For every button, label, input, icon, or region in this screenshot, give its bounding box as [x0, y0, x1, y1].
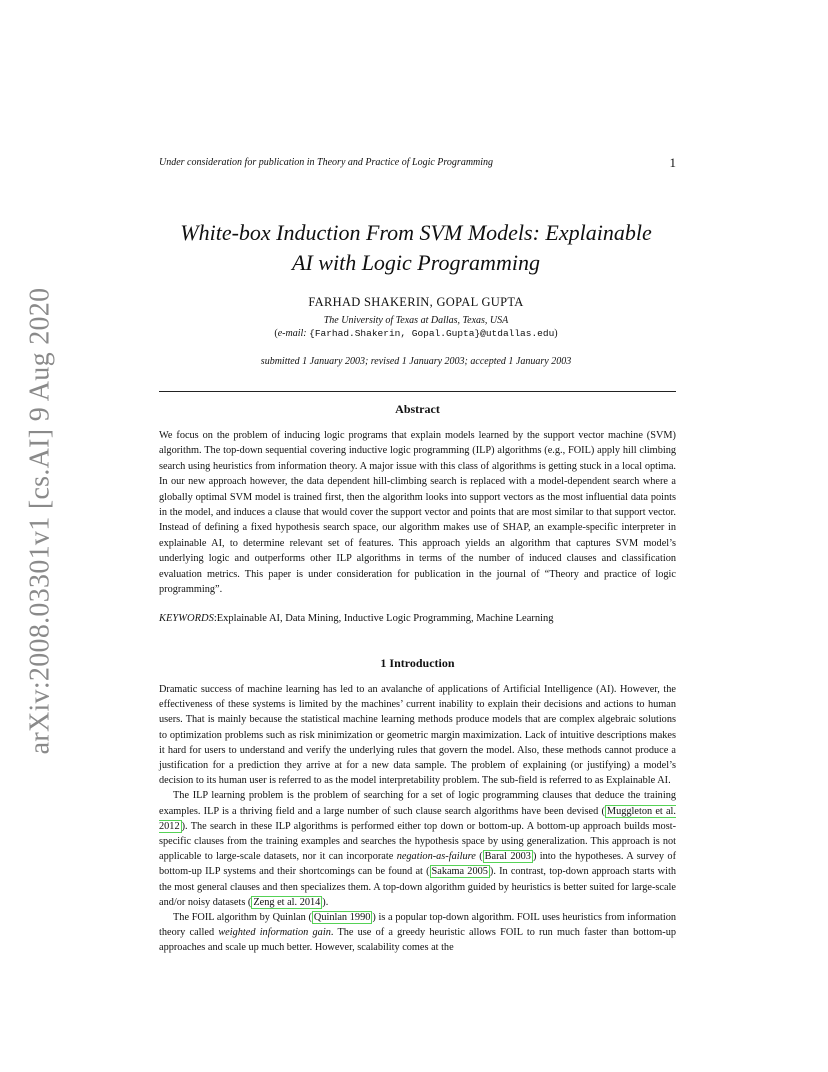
- authors: FARHAD SHAKERIN, GOPAL GUPTA: [308, 295, 524, 309]
- citation-link[interactable]: Quinlan 1990: [313, 912, 371, 924]
- email-label: e-mail:: [277, 328, 307, 339]
- keywords-label: KEYWORDS: [159, 613, 214, 624]
- paragraph-1: Dramatic success of machine learning has led to an avalanche of applications of Artificial Intelligence (AI). However, the effectiveness of these systems is limited by the machines’ current inability to explain their decisions and actions to human users. That is mainly because the statistical machine learning methods produce models that are complex algebraic solutions to optimization problems such as risk minimization or geometric margin maximization. Lack of intuitive descriptions makes it hard for users to understand and verify the underlying rules that govern the model. Also, these methods cannot produce a justification for a prediction they arrive at for a new data sample. The problem of explaining (or justifying) a model’s decision to its human user is referred to as the model interpretability problem. The sub-field is referred to as Explainable AI.: [159, 684, 676, 787]
- emphasis-term: negation-as-failure: [396, 851, 476, 863]
- citation-link[interactable]: Baral 2003: [484, 851, 531, 863]
- paragraph-3-text: The FOIL algorithm by Quinlan (: [173, 912, 312, 924]
- abstract-heading: Abstract: [395, 402, 440, 416]
- paragraph-3: [159, 910, 676, 956]
- section-heading-introduction: 1 Introduction: [380, 656, 455, 670]
- paper-title: [120, 218, 712, 278]
- paragraph-2: [159, 788, 676, 910]
- affiliation: The University of Texas at Dallas, Texas, USA: [323, 315, 509, 326]
- title-line-2: AI with Logic Programming: [292, 250, 540, 275]
- abstract-text: We focus on the problem of inducing logic programs that explain models learned by the support vector machine (SVM) algorithm. The top-down sequential covering inductive logic programming (ILP) algorithms (e.g., FOIL) apply hill climbing search using heuristics from information theory. A major issue with this class of algorithms is getting stuck in a local optima. In our new approach however, the data dependent hill-climbing search is replaced with a model-dependent search where a globally optimal SVM model is trained first, then the algorithm looks into support vectors as the most influential data points in the model, and induces a clause that would cover the support vector and points that are most similar to that support vector. Instead of defining a fixed hypothesis search space, our algorithm makes use of SHAP, an example-specific interpreter in explainable AI, to determine relevant set of features. This approach yields an algorithm that captures SVM model’s underlying logic and outperforms other ILP algorithms in terms of the number of induced clauses and classification evaluation metrics. This paper is under consideration for publication in the journal of “Theory and practice of logic programming”.: [159, 430, 676, 596]
- arxiv-stamp: [4, 287, 76, 755]
- abstract-rule: [159, 391, 676, 392]
- keywords: [159, 613, 676, 624]
- paragraph-2-text: (: [475, 851, 483, 863]
- email-open-paren: (: [274, 328, 278, 339]
- title-line-1: White-box Induction From SVM Models: Explainable: [180, 220, 652, 245]
- email-close-paren: ): [554, 328, 558, 339]
- citation-link[interactable]: Sakama 2005: [431, 866, 488, 878]
- emphasis-term: weighted information gain: [218, 927, 331, 939]
- paragraph-2-text: ). In contrast, top-down approach starts with the most general clauses and then specializes them. A top-down algorithm guided by heuristics is better suited for large-scale and/or noisy datasets (: [159, 866, 676, 908]
- paragraph-2-text: ) into the hypotheses. A survey of bottom-up ILP systems and their shortcomings can be found at (: [159, 851, 676, 878]
- paragraph-3-text: ) is a popular top-down algorithm. FOIL uses heuristics from information theory called: [159, 912, 677, 939]
- paragraph-2-text: ). The search in these ILP algorithms is performed either top down or bottom-up. A bottom-up approach builds most-specific clauses from the training examples and searches the hypothesis space by using generalization. This approach is not applicable to large-scale datasets, nor it can incorporate: [159, 820, 676, 863]
- running-head: Under consideration for publication in Theory and Practice of Logic Programming: [159, 157, 494, 168]
- email-line: [120, 328, 712, 339]
- paragraph-2-text: The ILP learning problem is the problem of searching for a set of logic programming clauses that deduce the training examples. ILP is a thriving field and a large number of such clause search algorithms have been devised (: [159, 790, 676, 817]
- submission-dates: submitted 1 January 2003; revised 1 January 2003; accepted 1 January 2003: [260, 356, 572, 367]
- arxiv-identifier[interactable]: arXiv:2008.03301v1 [cs.AI] 9 Aug 2020: [24, 287, 56, 755]
- paragraph-3-text: . The use of a greedy heuristic allows FOIL to run much faster than bottom-up approaches and scale up much better. However, scalability comes at the: [159, 927, 676, 954]
- introduction-body: [159, 682, 676, 956]
- citation-link[interactable]: Muggleton et al. 2012: [159, 805, 676, 832]
- citation-link[interactable]: Zeng et al. 2014: [253, 896, 321, 908]
- paragraph-2-text: ).: [322, 896, 329, 908]
- page-number: 1: [669, 155, 676, 170]
- email-addresses[interactable]: {Farhad.Shakerin, Gopal.Gupta}@utdallas.edu: [309, 328, 555, 339]
- keywords-text: :Explainable AI, Data Mining, Inductive Logic Programming, Machine Learning: [213, 613, 554, 624]
